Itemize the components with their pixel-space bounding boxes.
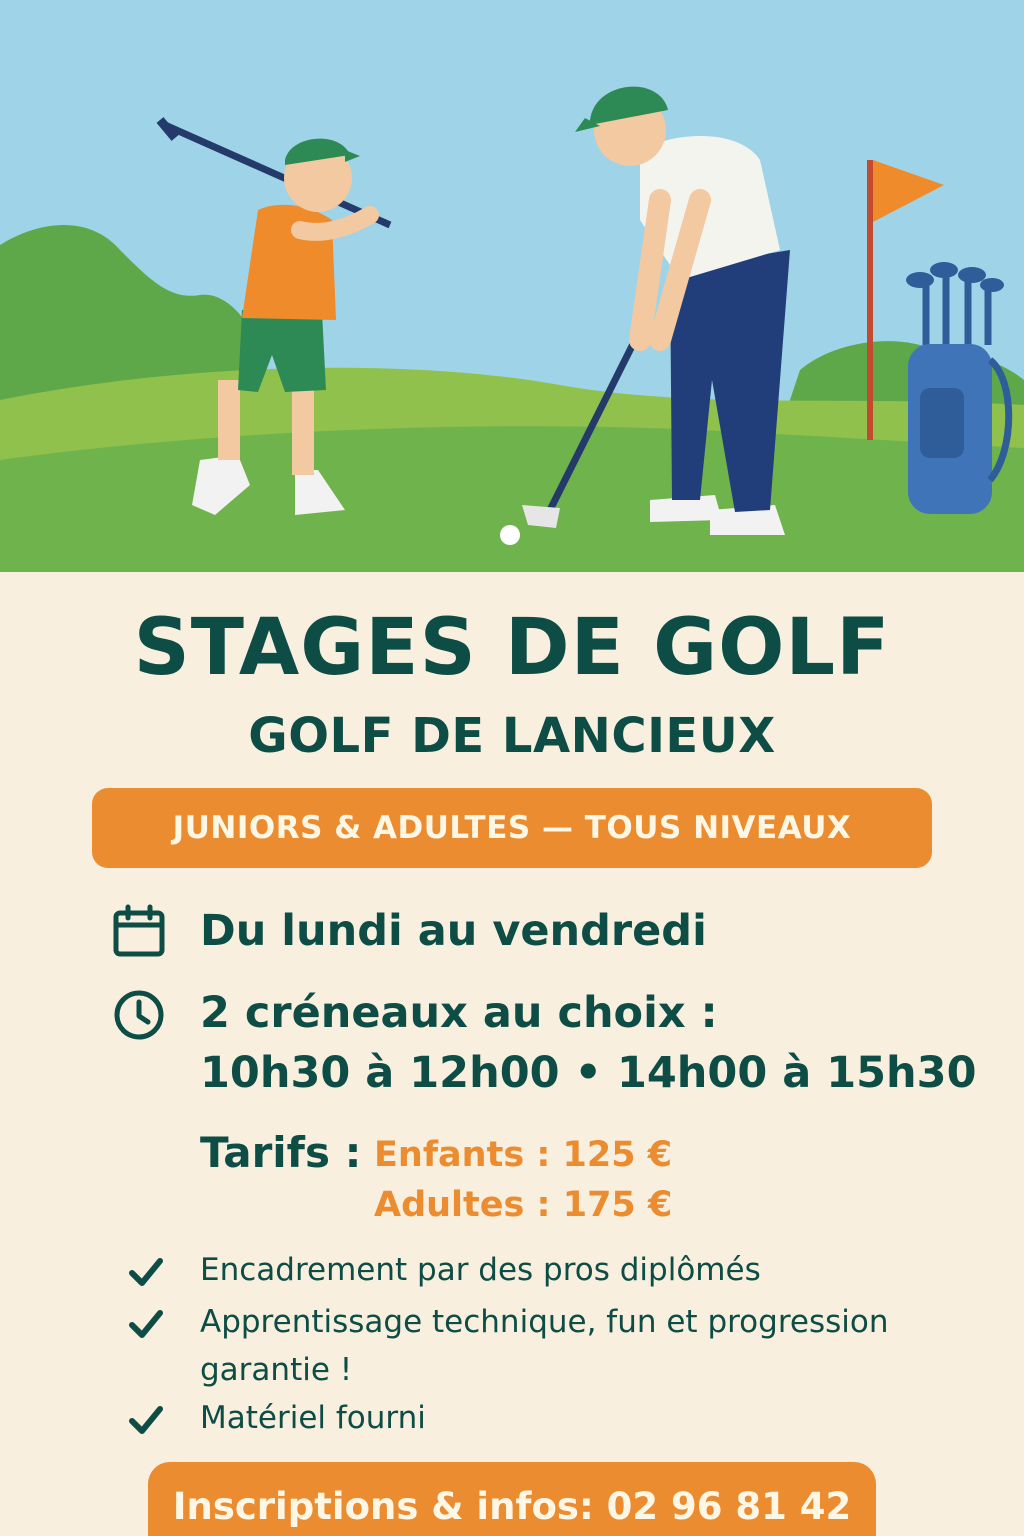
slots-intro: 2 créneaux au choix : xyxy=(200,988,718,1038)
feature-item: Apprentissage technique, fun et progression garantie ! xyxy=(200,1304,889,1388)
golf-ball xyxy=(500,525,520,545)
check-icon xyxy=(128,1254,164,1290)
audience-banner: JUNIORS & ADULTES — TOUS NIVEAUX xyxy=(92,788,932,868)
calendar-icon xyxy=(112,904,166,958)
fairway xyxy=(0,426,1024,572)
clock-icon xyxy=(112,988,166,1042)
feature-item: Matériel fourni xyxy=(200,1400,426,1436)
tarifs-label: Tarifs : xyxy=(200,1128,362,1177)
hero-illustration xyxy=(0,0,1024,572)
feature-item: Encadrement par des pros diplômés xyxy=(200,1252,761,1288)
schedule-days: Du lundi au vendredi xyxy=(200,906,707,956)
price-children: Enfants : 125 € xyxy=(374,1135,673,1175)
poster-subtitle: GOLF DE LANCIEUX xyxy=(248,708,776,764)
poster-title: STAGES DE GOLF xyxy=(133,603,891,693)
contact-banner: Inscriptions & infos: 02 96 81 42 xyxy=(148,1462,876,1536)
price-adults: Adultes : 175 € xyxy=(374,1185,673,1225)
check-icon xyxy=(128,1402,164,1438)
check-icon xyxy=(128,1306,164,1342)
slots-times: 10h30 à 12h00 • 14h00 à 15h30 xyxy=(200,1048,977,1098)
